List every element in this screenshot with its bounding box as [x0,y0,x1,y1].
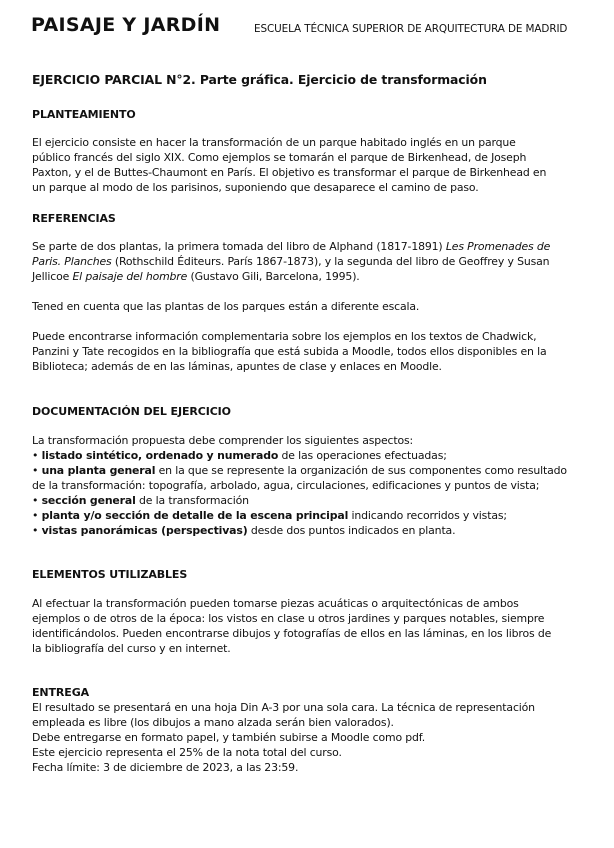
item-bold: listado sintético, ordenado y numerado [41,449,279,462]
bullet: • [32,524,39,537]
text-line: La transformación propuesta debe comprender los siguientes aspectos: [32,434,414,447]
deadline-line: Fecha límite: 3 de diciembre de 2023, a las 23:59. [32,761,299,774]
text-line: El ejercicio consiste en hacer la transformación de un parque habitado inglés en un parque [32,136,516,149]
bullet: • [32,494,39,507]
item-bold: una planta general [41,464,156,477]
bullet: • [32,464,39,477]
text-line: Paxton, y el de Buttes-Chaumont en París. El objetivo es transformar el parque de Birkenhead en [32,166,547,179]
text-line: Al efectuar la transformación pueden tomarse piezas acuáticas o arquitectónicas de ambos [32,597,519,610]
text-line: Puede encontrarse información complementaria sobre los ejemplos en los textos de Chadwick, [32,330,537,343]
ref-text: (Rothschild Éditeurs. París 1867-1873), y la segunda del libro de Geoffrey y Susan [111,255,550,268]
entrega-heading: ENTREGA [32,686,90,699]
item-text: en la que se represente la organización de sus componentes como resultado [155,464,567,477]
book-title: Paris. Planches [32,255,112,268]
list-item [32,508,602,523]
entrega-paragraph [32,700,602,775]
item-bold: vistas panorámicas (perspectivas) [41,524,248,537]
documentacion-heading: DOCUMENTACIÓN DEL EJERCICIO [32,405,231,418]
elementos-paragraph [32,596,602,656]
referencias-paragraph [32,239,602,284]
text-line: Debe entregarse en formato papel, y también subirse a Moodle como pdf. [32,731,426,744]
text-line [32,269,602,284]
complementary-info-paragraph [32,329,602,374]
text-line: la bibliografía del curso y en internet. [32,642,231,655]
exercise-title: EJERCICIO PARCIAL N°2. Parte gráfica. Ejercicio de transformación [32,72,487,87]
ref-text: Se parte de dos plantas, la primera tomada del libro de Alphand (1817-1891) [32,240,446,253]
item-bold: sección general [41,494,136,507]
list-item-continuation: de la transformación: topografía, arbolado, agua, circulaciones, edificaciones y puntos de vista; [32,479,540,492]
school-name: ESCUELA TÉCNICA SUPERIOR DE ARQUITECTURA DE MADRID [254,23,568,35]
item-text: de las operaciones efectuadas; [278,449,447,462]
ref-text: (Gustavo Gili, Barcelona, 1995). [187,270,360,283]
text-line: empleada es libre (los dibujos a mano alzada serán bien valorados). [32,716,394,729]
text-line: identificándolos. Pueden encontrarse dibujos y fotografías de ellos en las láminas, en los libros de [32,627,552,640]
text-line: un parque al modo de los parisinos, suponiendo que desaparece el camino de paso. [32,181,479,194]
bullet: • [32,449,39,462]
item-bold: planta y/o sección de detalle de la escena principal [41,509,349,522]
planteamiento-heading: PLANTEAMIENTO [32,108,136,121]
text-line: Biblioteca; además de en las láminas, apuntes de clase y enlaces en Moodle. [32,360,442,373]
elementos-heading: ELEMENTOS UTILIZABLES [32,568,188,581]
planteamiento-paragraph [32,135,602,195]
course-title: PAISAJE Y JARDÍN [31,14,221,36]
item-text: de la transformación [135,494,249,507]
text-line: Tened en cuenta que las plantas de los parques están a diferente escala. [32,300,420,313]
text-line [32,239,602,254]
text-line: público francés del siglo XIX. Como ejemplos se tomarán el parque de Birkenhead, de Joseph [32,151,527,164]
item-text: desde dos puntos indicados en planta. [247,524,456,537]
ref-text: Jellicoe [32,270,73,283]
text-line: ejemplos o de otros de la época: los vistos en clase u otros jardines y parques notables, siempre [32,612,545,625]
list-item [32,463,602,478]
item-text: indicando recorridos y vistas; [348,509,507,522]
book-title: Les Promenades de [445,240,551,253]
text-line: El resultado se presentará en una hoja Din A-3 por una sola cara. La técnica de representación [32,701,535,714]
documentacion-list [32,433,602,538]
list-item [32,493,602,508]
text-line: Panzini y Tate recogidos en la bibliografía que está subida a Moodle, todos ellos disponibles en la [32,345,547,358]
bullet: • [32,509,39,522]
book-title: El paisaje del hombre [72,270,188,283]
referencias-heading: REFERENCIAS [32,212,116,225]
list-item [32,523,602,538]
text-line [32,254,602,269]
text-line: Este ejercicio representa el 25% de la nota total del curso. [32,746,342,759]
list-item [32,448,602,463]
scale-note [32,299,602,314]
